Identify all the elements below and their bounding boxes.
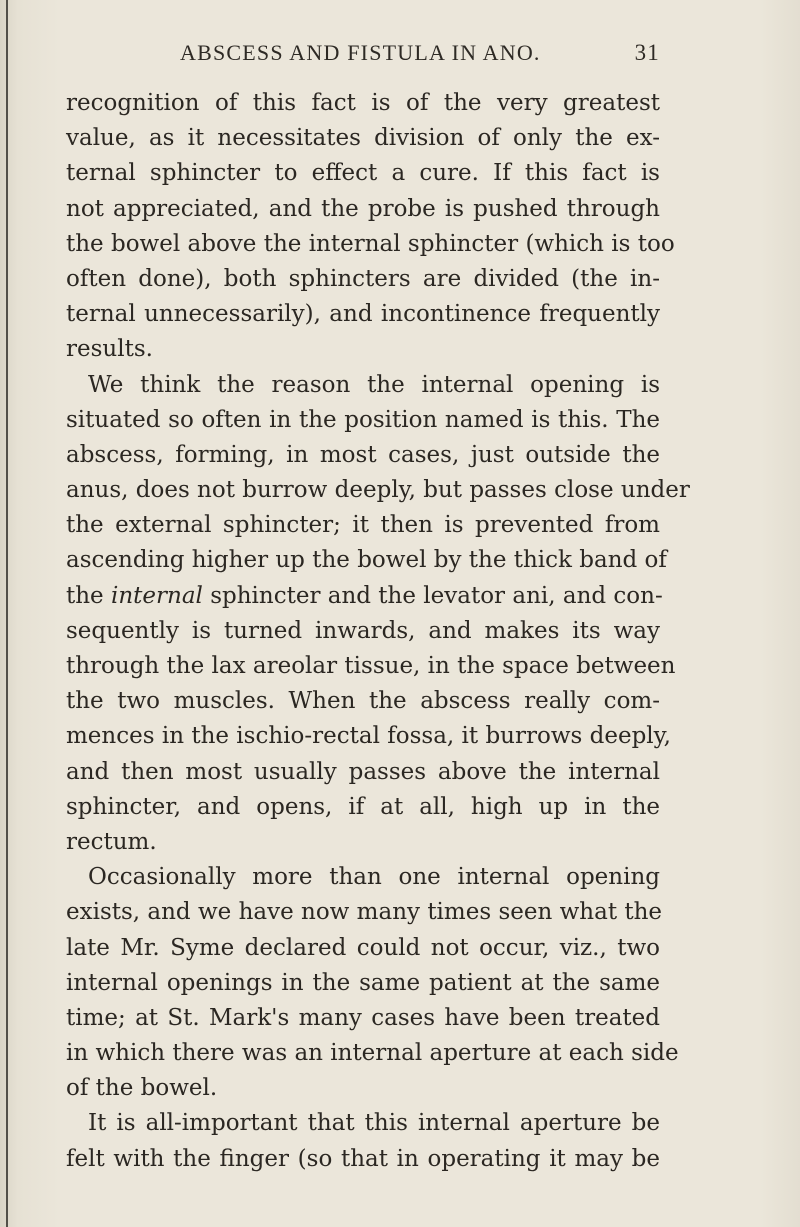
text-line: sequently is turned inwards, and makes its way	[66, 617, 660, 644]
text-line: results.	[66, 336, 153, 363]
text-line: sphincter, and opens, if at all, high up in the	[66, 793, 660, 820]
text-line: felt with the finger (so that in operating it may be	[66, 1145, 660, 1172]
text-line: time; at St. Mark's many cases have been treated	[66, 1004, 660, 1031]
text-line: often done), both sphincters are divided (the in-	[66, 265, 660, 292]
text-line: mences in the ischio-rectal fossa, it burrows deeply,	[66, 723, 671, 750]
text-line: in which there was an internal aperture at each side	[66, 1040, 679, 1067]
text-line: the external sphincter; it then is prevented from	[66, 512, 660, 539]
text-line: anus, does not burrow deeply, but passes close under	[66, 477, 690, 504]
text-line: ternal unnecessarily), and incontinence frequently	[66, 301, 660, 328]
text-line: rectum.	[66, 828, 157, 855]
text-line: value, as it necessitates division of only the ex-	[66, 125, 660, 152]
paragraph-start-line: We think the reason the internal opening is	[88, 371, 660, 398]
paragraph-start-line: It is all-important that this internal aperture be	[88, 1110, 660, 1137]
text-line: not appreciated, and the probe is pushed through	[66, 195, 660, 222]
text-line: exists, and we have now many times seen what the	[66, 899, 663, 926]
text-line: ternal sphincter to effect a cure. If this fact is	[66, 160, 660, 187]
text-line: the two muscles. When the abscess really com-	[66, 688, 660, 715]
italic-word: internal	[110, 582, 203, 609]
text-segment: the	[66, 582, 104, 609]
text-line: internal openings in the same patient at the same	[66, 969, 660, 996]
paragraph-start-line: Occasionally more than one internal opening	[88, 864, 660, 891]
text-line: through the lax areolar tissue, in the space between	[66, 653, 676, 679]
text-line: the bowel above the internal sphincter (which is too	[66, 230, 675, 257]
page-number: 31	[634, 40, 660, 65]
text-line: and then most usually passes above the internal	[66, 758, 660, 785]
page-edge-shadow	[6, 0, 8, 1227]
running-header	[180, 40, 660, 72]
text-line: recognition of this fact is of the very greatest	[66, 90, 660, 116]
body-text	[66, 86, 690, 1177]
text-line: situated so often in the position named is this. The	[66, 406, 660, 433]
running-title: ABSCESS AND FISTULA IN ANO.	[180, 40, 541, 65]
text-line: of the bowel.	[66, 1075, 218, 1102]
text-line-with-italic	[66, 579, 663, 614]
text-segment: sphincter and the levator ani, and con-	[210, 582, 663, 609]
text-line: abscess, forming, in most cases, just outside the	[66, 441, 660, 468]
text-line: late Mr. Syme declared could not occur, viz., two	[66, 934, 660, 961]
text-line: ascending higher up the bowel by the thick band of	[66, 547, 667, 574]
